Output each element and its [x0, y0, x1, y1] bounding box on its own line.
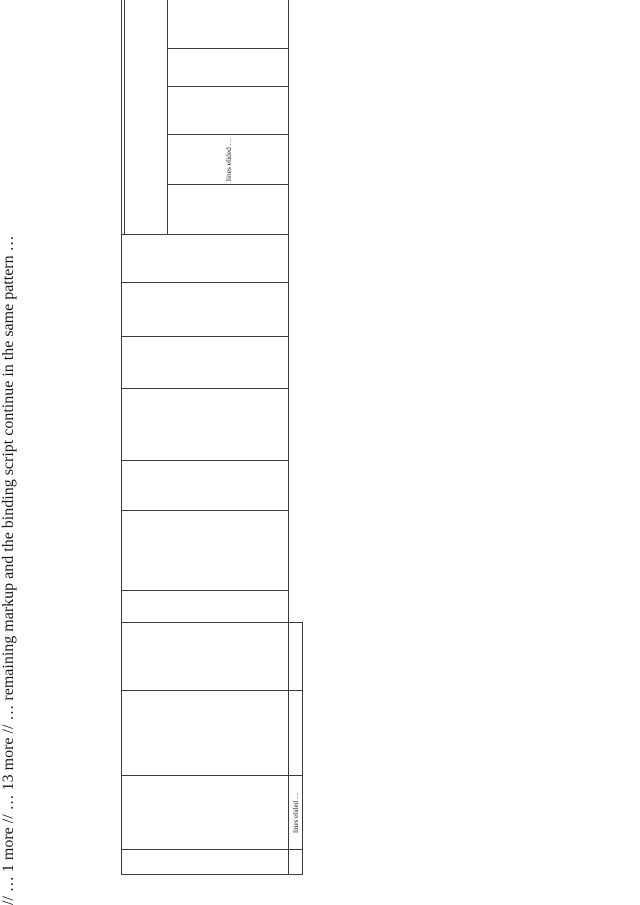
header-year-2023 — [168, 87, 289, 135]
header-work-volume — [122, 337, 289, 389]
header-capacity — [122, 283, 289, 337]
header-population — [122, 389, 289, 461]
header-children-units — [122, 461, 289, 511]
header-year-2025 — [168, 0, 289, 49]
header-address — [122, 623, 289, 691]
medical-facilities-table — [121, 0, 303, 875]
column-index — [289, 691, 303, 776]
header-planned-measure — [122, 511, 289, 591]
header-including-by-years — [125, 0, 168, 235]
header-year-2021 — [168, 185, 289, 235]
document-page: // … 1 more // … 13 more // … remaining markup and the binding script continue in the same pattern … lines elided … lines elided … — [0, 0, 640, 905]
header-planned-cost — [122, 235, 289, 283]
header-number — [122, 850, 289, 875]
header-row: lines elided … — [168, 0, 289, 875]
column-index — [289, 623, 303, 691]
header-wear — [122, 591, 289, 623]
header-object-name — [122, 691, 289, 776]
column-index — [289, 850, 303, 875]
column-index-row: lines elided … — [289, 0, 303, 875]
header-legal-entity — [122, 776, 289, 850]
header-year-2024 — [168, 49, 289, 87]
